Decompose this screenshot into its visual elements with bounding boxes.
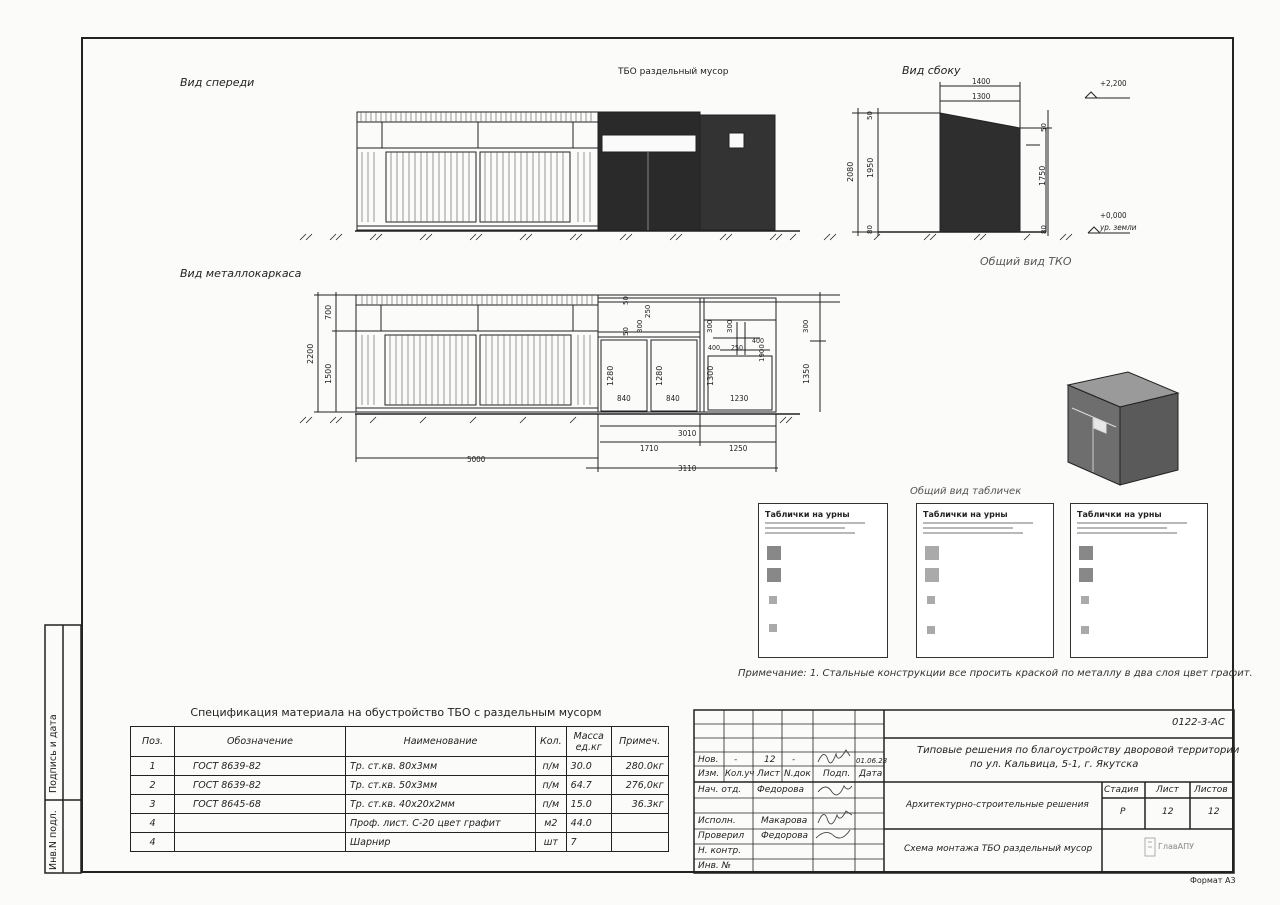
item-icon <box>927 596 935 604</box>
table-cell <box>175 833 346 852</box>
table-cell: п/м <box>536 776 567 795</box>
recycle-icon <box>1079 568 1093 582</box>
recycle-icon <box>925 546 939 560</box>
recycle-icon <box>767 546 781 560</box>
dim-side-1750: 1750 <box>1038 165 1047 186</box>
table-cell: п/м <box>536 757 567 776</box>
table-row <box>131 814 669 833</box>
side-ground-hatch <box>824 234 1072 240</box>
spec-header: Масса ед.кг <box>566 727 611 757</box>
table-cell: 276,0кг <box>611 776 668 795</box>
dim-side-1300: 1300 <box>972 92 991 101</box>
table-cell: м2 <box>536 814 567 833</box>
stage-label: Стадия <box>1104 785 1139 795</box>
project-address: по ул. Кальвица, 5-1, г. Якутска <box>970 759 1139 770</box>
spec-header: Наименование <box>346 727 536 757</box>
table-cell: 1 <box>131 757 175 776</box>
sheets-label: Листов <box>1194 785 1228 795</box>
table-cell: 30.0 <box>566 757 611 776</box>
dim-frame-50a: 50 <box>622 296 630 305</box>
signature-date-label: Подпись и дата <box>48 714 59 793</box>
spec-table <box>130 726 669 852</box>
table-cell: Шарнир <box>346 833 536 852</box>
izm-label: Изм. <box>698 769 720 779</box>
dim-frame-1350: 1350 <box>802 363 811 384</box>
dim-frame-250b: 250 <box>731 344 744 352</box>
dim-side-80a: 80 <box>866 225 874 234</box>
plaque-title: Таблички на урны <box>923 510 1008 519</box>
ispoln-name: Макарова <box>761 816 808 826</box>
plaques-label: Общий вид табличек <box>910 486 1022 497</box>
table-cell: 44.0 <box>566 814 611 833</box>
table-cell: 15.0 <box>566 795 611 814</box>
nov-label: Нов. <box>698 755 719 765</box>
table-row <box>131 776 669 795</box>
section-name: Архитектурно-строительные решения <box>906 800 1089 810</box>
dim-frame-1230: 1230 <box>730 394 749 403</box>
spec-header: Обозначение <box>175 727 346 757</box>
dim-frame-2200: 2200 <box>306 343 315 364</box>
doc-code: 0122-3-АС <box>1172 717 1225 728</box>
sheet-name: Схема монтажа ТБО раздельный мусор <box>904 844 1093 854</box>
item-icon <box>1081 626 1089 634</box>
sheet-value: 12 <box>1162 807 1174 817</box>
front-view-label: Вид спереди <box>180 76 255 89</box>
table-cell: Тр. ст.кв. 40х20х2мм <box>346 795 536 814</box>
inv-label: Инв. № <box>698 861 732 871</box>
dim-frame-300c: 300 <box>726 319 734 333</box>
project-title: Типовые решения по благоустройству дворовой территории <box>917 745 1240 756</box>
front-view-tbo-section <box>598 112 775 230</box>
plaque-2 <box>916 503 1054 658</box>
plaque-title: Таблички на урны <box>765 510 850 519</box>
dim-frame-840a: 840 <box>617 394 631 403</box>
dim-side-2080: 2080 <box>846 161 855 182</box>
spec-header: Кол. <box>536 727 567 757</box>
ground-level: ур. земли <box>1100 223 1137 232</box>
format-label: Формат А3 <box>1190 876 1236 885</box>
elev-top: +2,200 <box>1100 79 1127 88</box>
plaque-3 <box>1070 503 1208 658</box>
table-cell: 36.3кг <box>611 795 668 814</box>
dim-frame-400a: 400 <box>708 344 721 352</box>
table-cell: 4 <box>131 833 175 852</box>
item-icon <box>927 626 935 634</box>
signatures <box>816 750 852 838</box>
list-label: Лист <box>757 769 780 779</box>
dim-side-50b: 50 <box>1040 123 1048 132</box>
ndok-label: N.док <box>784 769 811 779</box>
elev-zero: +0,000 <box>1100 211 1127 220</box>
table-cell: Проф. лист. С-20 цвет графит <box>346 814 536 833</box>
dim-side-1950: 1950 <box>866 157 875 178</box>
table-cell: 280.0кг <box>611 757 668 776</box>
recycle-icon <box>767 568 781 582</box>
sheets-value: 12 <box>1208 807 1220 817</box>
item-icon <box>769 596 777 604</box>
nov-a: - <box>734 755 738 765</box>
nach-label: Нач. отд. <box>698 785 742 795</box>
frame-ground-hatch <box>300 417 792 423</box>
table-cell: ГОСТ 8639-82 <box>175 776 346 795</box>
plaque-title: Таблички на урны <box>1077 510 1162 519</box>
recycle-icon <box>1079 546 1093 560</box>
frame-view-label: Вид металлокаркаса <box>180 267 302 280</box>
table-row <box>131 795 669 814</box>
nov-c: - <box>792 755 796 765</box>
dim-frame-700: 700 <box>324 304 333 320</box>
sheet-label: Лист <box>1156 785 1179 795</box>
note-text: Примечание: 1. Стальные конструкции все просить краской по металлу в два слоя цвет графит. <box>738 668 1253 679</box>
item-icon <box>1081 596 1089 604</box>
dim-side-80b: 80 <box>1040 225 1048 234</box>
tbo-label: ТБО раздельный мусор <box>618 67 729 77</box>
table-row <box>131 833 669 852</box>
dim-frame-300d: 300 <box>802 319 810 333</box>
front-ground-hatch <box>300 234 796 240</box>
dim-frame-250: 250 <box>644 304 652 318</box>
table-cell: п/м <box>536 795 567 814</box>
dim-frame-50b: 50 <box>622 327 630 336</box>
dim-frame-1280b: 1280 <box>655 365 664 386</box>
kol-label: Кол.уч <box>725 769 755 779</box>
org-name: ГлавАПУ <box>1158 842 1194 851</box>
org-logo <box>1145 838 1155 856</box>
table-cell: 2 <box>131 776 175 795</box>
table-cell: Тр. ст.кв. 80х3мм <box>346 757 536 776</box>
dim-frame-1300: 1300 <box>706 365 715 386</box>
dim-frame-1250: 1250 <box>729 444 748 453</box>
dim-side-1400: 1400 <box>972 77 991 86</box>
frame-view-drawing <box>314 292 840 472</box>
isometric-view <box>1068 372 1178 485</box>
data-label: Дата <box>859 769 883 779</box>
inv-no-label: Инв.N подл. <box>48 810 59 870</box>
dim-frame-300b: 300 <box>706 319 714 333</box>
table-cell: ГОСТ 8639-82 <box>175 757 346 776</box>
front-view-drawing <box>357 112 598 230</box>
general-view-tko-label: Общий вид ТКО <box>980 255 1072 268</box>
nov-date: 01.06.23 <box>856 757 888 765</box>
dim-frame-1280a: 1280 <box>606 365 615 386</box>
proveril-label: Проверил <box>698 831 745 841</box>
item-icon <box>769 624 777 632</box>
dim-frame-3110: 3110 <box>678 464 697 473</box>
proveril-name: Федорова <box>761 831 809 841</box>
table-cell <box>175 814 346 833</box>
spec-title: Спецификация материала на обустройство ТБО с раздельным мусорм <box>190 706 602 719</box>
spec-header-row <box>131 727 669 757</box>
nkontr-label: Н. контр. <box>698 846 742 856</box>
dim-frame-1710: 1710 <box>640 444 659 453</box>
table-cell: 7 <box>566 833 611 852</box>
side-view-drawing <box>852 82 1130 236</box>
table-cell: Тр. ст.кв. 50х3мм <box>346 776 536 795</box>
recycle-icon <box>925 568 939 582</box>
ispoln-label: Исполн. <box>698 816 736 826</box>
frame-corrugation <box>362 295 592 405</box>
dim-frame-300a: 300 <box>636 319 644 333</box>
table-row <box>131 757 669 776</box>
dim-frame-400b: 400 <box>752 337 765 345</box>
table-cell: ГОСТ 8645-68 <box>175 795 346 814</box>
table-cell <box>611 814 668 833</box>
nov-b: 12 <box>764 755 776 765</box>
plaque-1 <box>758 503 888 658</box>
spec-header: Поз. <box>131 727 175 757</box>
nach-name: Федорова <box>757 785 805 795</box>
dim-frame-840b: 840 <box>666 394 680 403</box>
table-cell: 3 <box>131 795 175 814</box>
table-cell: 64.7 <box>566 776 611 795</box>
table-cell <box>611 833 668 852</box>
side-view-label: Вид сбоку <box>902 64 961 77</box>
dim-side-50a: 50 <box>866 111 874 120</box>
dim-frame-3010: 3010 <box>678 429 697 438</box>
table-cell: шт <box>536 833 567 852</box>
table-cell: 4 <box>131 814 175 833</box>
stage-value: Р <box>1120 807 1126 817</box>
spec-header: Примеч. <box>611 727 668 757</box>
dim-frame-5000: 5000 <box>467 455 486 464</box>
podp-label: Подп. <box>823 769 851 779</box>
dim-frame-1900: 1900 <box>758 344 766 362</box>
dim-frame-1500: 1500 <box>324 363 333 384</box>
